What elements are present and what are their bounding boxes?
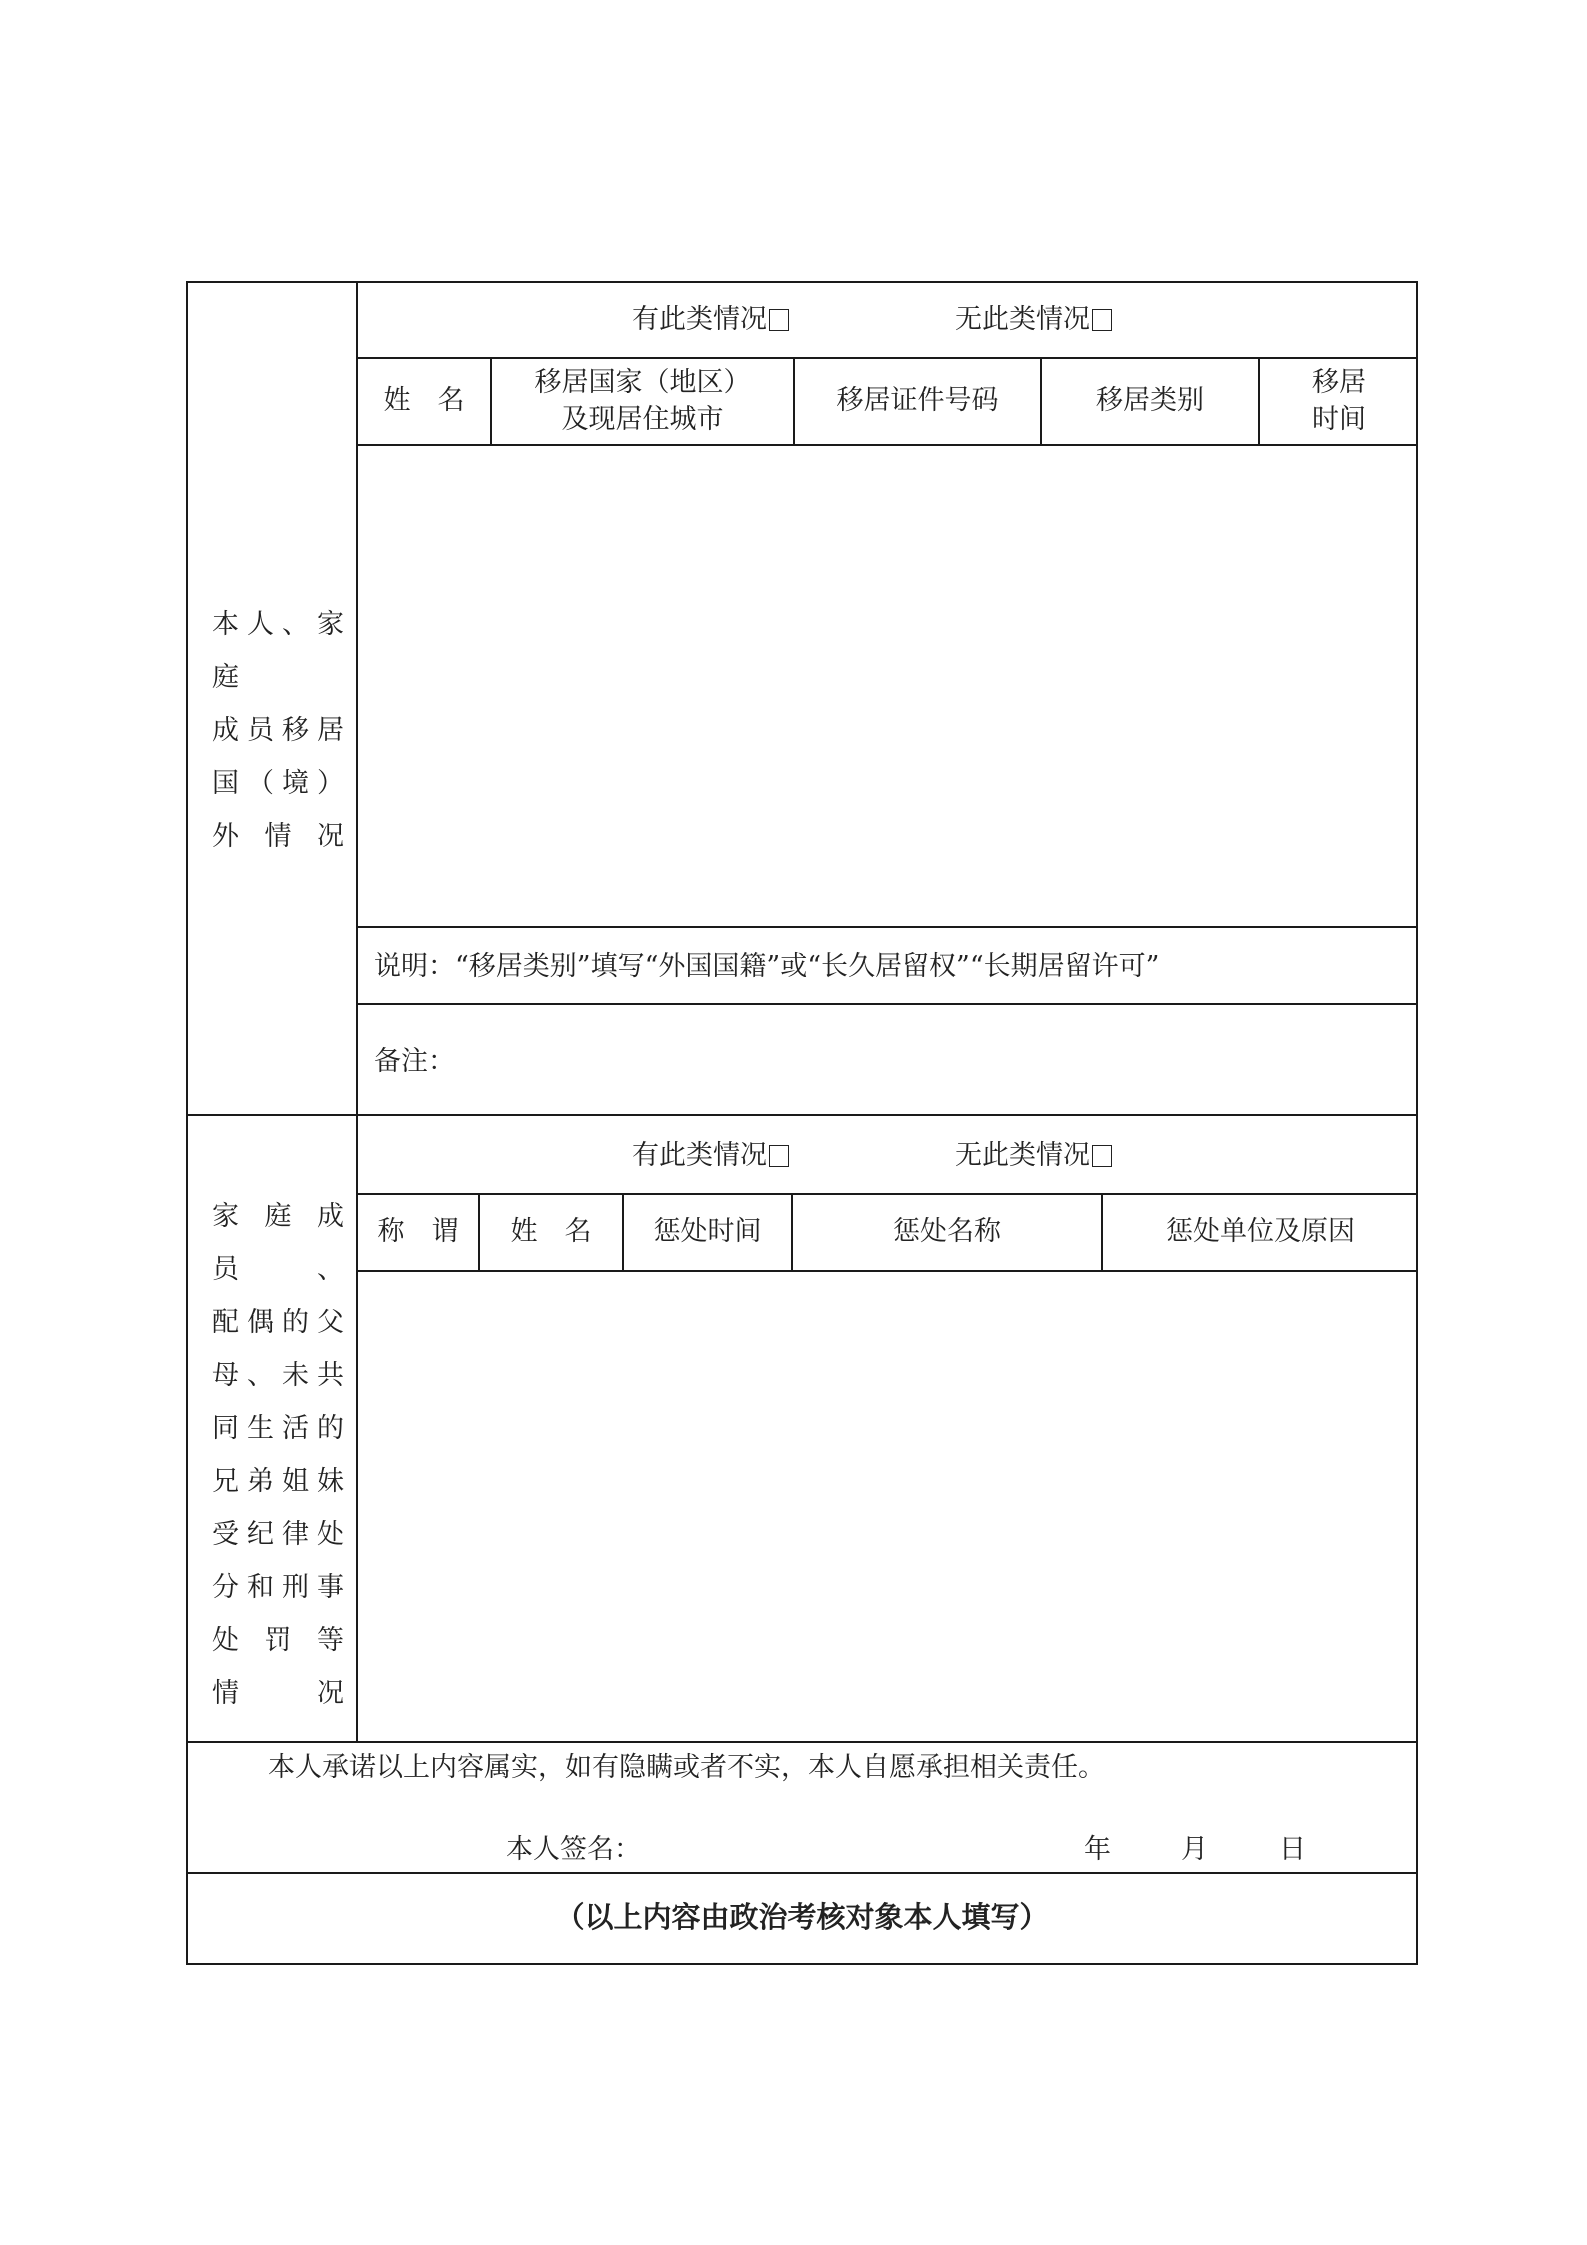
signature-label[interactable]: 本人签名： [506, 1834, 641, 1865]
header-punishment-time: 惩处时间 [653, 1216, 762, 1248]
divider-pledge-end [186, 1872, 1418, 1874]
section1-status-has[interactable]: 有此类情况 [632, 306, 789, 333]
section2-label-line: 兄弟姐妹 [212, 1466, 344, 1497]
section2-status-none[interactable]: 无此类情况 [955, 1142, 1112, 1169]
divider-section1-end [186, 1114, 1418, 1116]
divider-section2-end [186, 1741, 1418, 1743]
header-unit-reason: 惩处单位及原因 [1166, 1216, 1355, 1248]
section2-label-line: 母、未共 [212, 1360, 344, 1391]
date-month: 月 [1181, 1834, 1208, 1865]
section1-label-line: 本人、家庭 [212, 609, 344, 693]
section1-label [212, 598, 344, 863]
section2-label-line: 家庭成员、 [212, 1201, 344, 1285]
header-country-city: 移居国家（地区） 及现居住城市 [534, 367, 751, 435]
section1-status-none[interactable]: 无此类情况 [955, 306, 1112, 333]
section2-label-line: 分和刑事 [212, 1572, 344, 1603]
section2-label-line: 处罚等 [212, 1625, 344, 1656]
checkbox-has[interactable] [769, 1145, 789, 1167]
header-migration-time: 移居 时间 [1312, 367, 1366, 435]
section2-label-line: 情况 [212, 1678, 344, 1709]
section1-note-top [356, 926, 1418, 928]
section1-remarks[interactable]: 备注： [374, 1046, 455, 1077]
section2-label-line: 受纪律处 [212, 1519, 344, 1550]
section2-label [212, 1190, 344, 1720]
footer-note: （以上内容由政治考核对象本人填写） [555, 1900, 1049, 1934]
date-day: 日 [1279, 1834, 1306, 1865]
header-punishment-name: 惩处名称 [893, 1216, 1001, 1248]
section1-label-line: 成员移居 [212, 715, 344, 746]
section1-fill-area[interactable] [358, 446, 1416, 926]
header-name: 姓 名 [383, 385, 465, 417]
section1-remarks-top [356, 1003, 1418, 1005]
section1-label-line: 外情况 [212, 821, 344, 852]
section2-fill-area[interactable] [358, 1272, 1416, 1741]
header-document-number: 移居证件号码 [836, 385, 999, 417]
section1-label-line: 国（境） [212, 768, 344, 799]
section1-note: 说明：“移居类别”填写“外国国籍”或“长久居留权”“长期居留许可” [374, 951, 1160, 982]
section2-label-line: 配偶的父 [212, 1307, 344, 1338]
date-year: 年 [1084, 1834, 1111, 1865]
checkbox-none[interactable] [1092, 1145, 1112, 1167]
pledge-text: 本人承诺以上内容属实，如有隐瞒或者不实，本人自愿承担相关责任。 [268, 1752, 1105, 1783]
header-migration-type: 移居类别 [1096, 385, 1204, 417]
section2-status-has[interactable]: 有此类情况 [632, 1142, 789, 1169]
header-relation: 称 谓 [377, 1216, 459, 1248]
header-name: 姓 名 [510, 1216, 592, 1248]
checkbox-none[interactable] [1092, 309, 1112, 331]
checkbox-has[interactable] [769, 309, 789, 331]
section2-label-line: 同生活的 [212, 1413, 344, 1444]
